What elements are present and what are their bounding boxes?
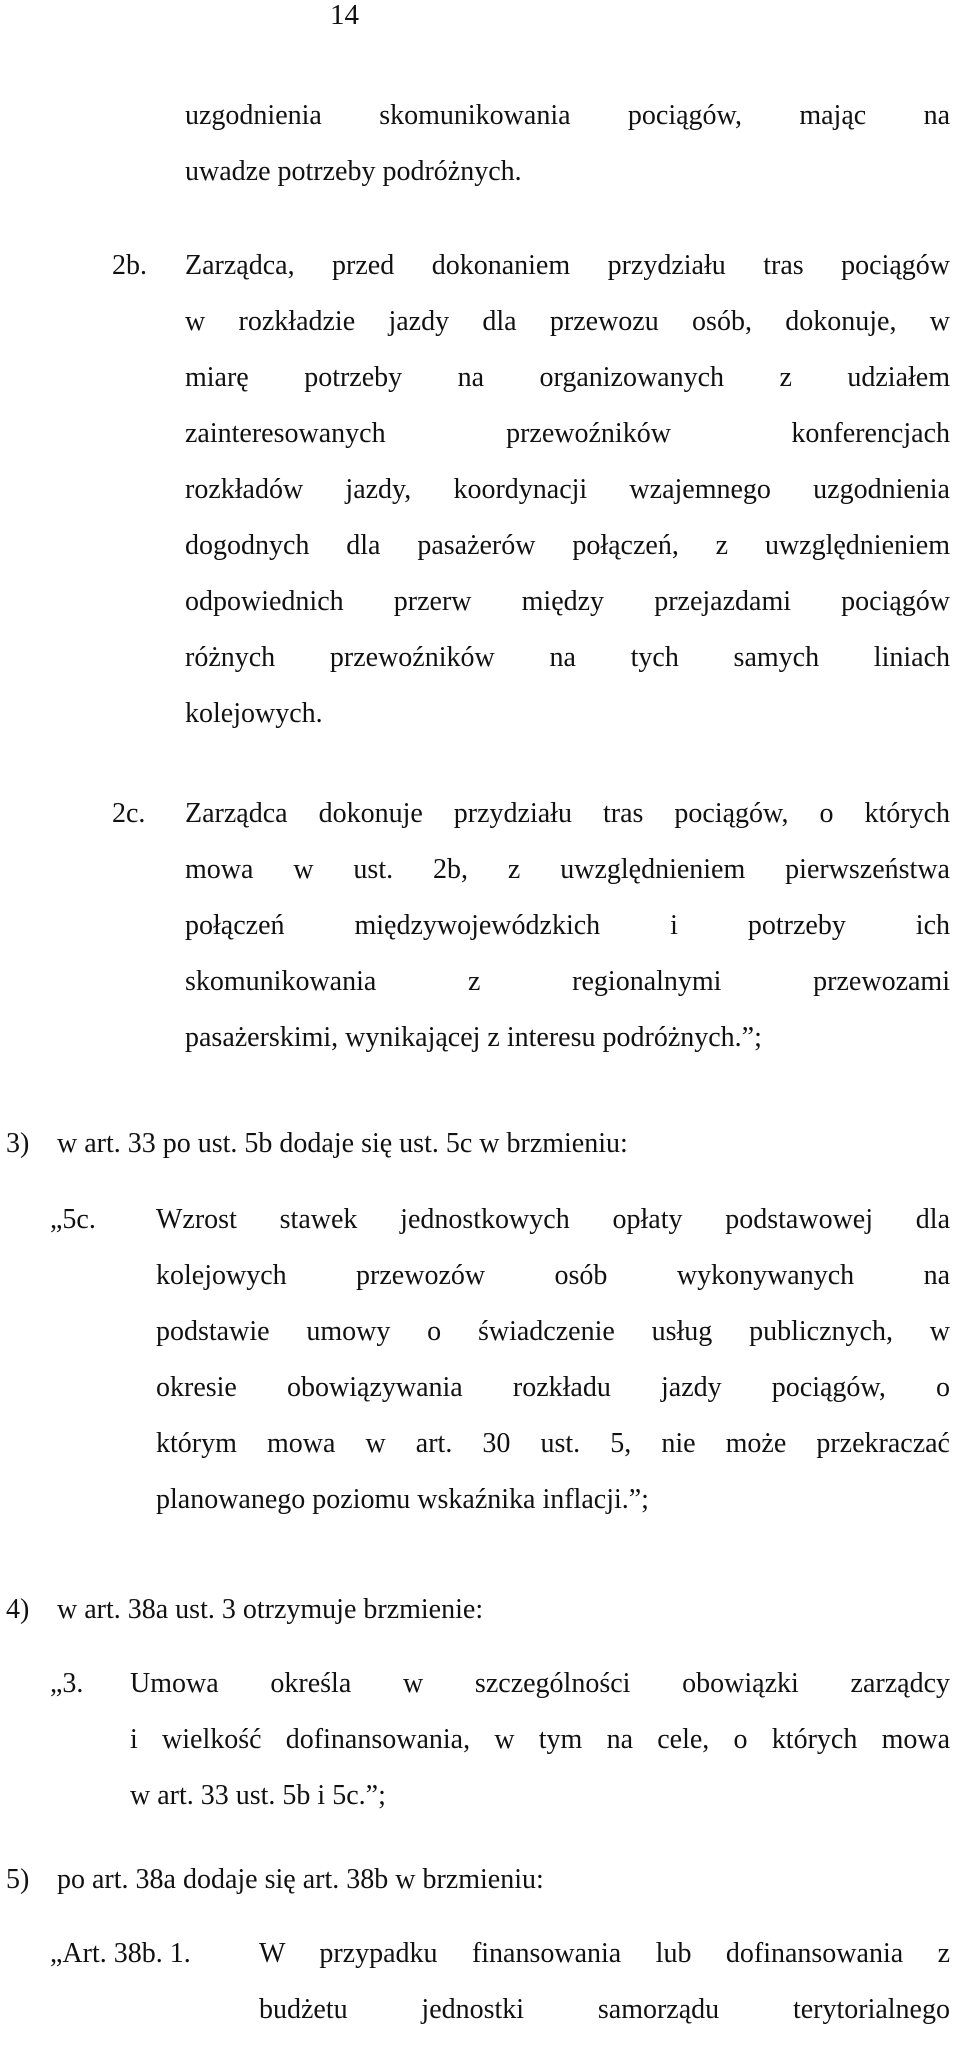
list-item-3	[6, 1116, 950, 1172]
text-line: w art. 33 ust. 5b i 5c.”;	[130, 1780, 386, 1811]
text-line: Zarządca dokonuje przydziału tras pociągów, o których	[185, 798, 950, 829]
text-line: kolejowych.	[185, 698, 323, 729]
text-line: odpowiednich przerw między przejazdami pociągów	[185, 586, 950, 617]
text-line: połączeń międzywojewódzkich i potrzeby ich	[185, 910, 950, 941]
text-line: budżetu jednostki samorządu terytorialnego	[259, 1994, 950, 2025]
text-line: różnych przewoźników na tych samych liniach	[185, 642, 950, 673]
list-item-number: 3)	[6, 1128, 30, 1159]
page-number: 14	[330, 0, 359, 31]
paragraph-3	[50, 1656, 950, 1824]
text-line: pasażerskimi, wynikającej z interesu podróżnych.”;	[185, 1022, 762, 1053]
continuation-paragraph	[185, 88, 950, 200]
text-line: W przypadku finansowania lub dofinansowania z	[259, 1938, 950, 1969]
list-item-number: 5)	[6, 1864, 30, 1895]
text-line: planowanego poziomu wskaźnika inflacji.”;	[156, 1484, 649, 1515]
list-item-text: po art. 38a dodaje się art. 38b w brzmieniu:	[57, 1864, 544, 1895]
text-line: i wielkość dofinansowania, w tym na cele, o których mowa	[130, 1724, 950, 1755]
text-line: rozkładów jazdy, koordynacji wzajemnego uzgodnienia	[185, 474, 950, 505]
paragraph-label: 2c.	[112, 798, 146, 829]
text-line: uzgodnienia skomunikowania pociągów, mając na	[185, 100, 950, 131]
text-line: którym mowa w art. 30 ust. 5, nie może przekraczać	[156, 1428, 950, 1459]
list-item-text: w art. 33 po ust. 5b dodaje się ust. 5c w brzmieniu:	[57, 1128, 628, 1159]
text-line: uwadze potrzeby podróżnych.	[185, 156, 522, 187]
text-line: miarę potrzeby na organizowanych z udziałem	[185, 362, 950, 393]
paragraph-5c	[50, 1192, 950, 1528]
text-line: mowa w ust. 2b, z uwzględnieniem pierwszeństwa	[185, 854, 950, 885]
paragraph-art-38b	[50, 1926, 950, 2038]
paragraph-label: „Art. 38b. 1.	[50, 1938, 191, 1969]
paragraph-2b	[112, 238, 950, 742]
text-line: kolejowych przewozów osób wykonywanych na	[156, 1260, 950, 1291]
list-item-number: 4)	[6, 1594, 30, 1625]
list-item-4	[6, 1582, 950, 1638]
text-line: dogodnych dla pasażerów połączeń, z uwzględnieniem	[185, 530, 950, 561]
paragraph-2c	[112, 786, 950, 1066]
list-item-5	[6, 1852, 950, 1908]
text-line: okresie obowiązywania rozkładu jazdy pociągów, o	[156, 1372, 950, 1403]
text-line: Zarządca, przed dokonaniem przydziału tras pociągów	[185, 250, 950, 281]
paragraph-label: „3.	[50, 1668, 84, 1699]
text-line: skomunikowania z regionalnymi przewozami	[185, 966, 950, 997]
list-item-text: w art. 38a ust. 3 otrzymuje brzmienie:	[57, 1594, 484, 1625]
paragraph-label: 2b.	[112, 250, 147, 281]
paragraph-label: „5c.	[50, 1204, 96, 1235]
text-line: Wzrost stawek jednostkowych opłaty podstawowej dla	[156, 1204, 950, 1235]
text-line: w rozkładzie jazdy dla przewozu osób, dokonuje, w	[185, 306, 950, 337]
text-line: podstawie umowy o świadczenie usług publicznych, w	[156, 1316, 950, 1347]
text-line: Umowa określa w szczególności obowiązki zarządcy	[130, 1668, 950, 1699]
text-line: zainteresowanych przewoźników konferencjach	[185, 418, 950, 449]
